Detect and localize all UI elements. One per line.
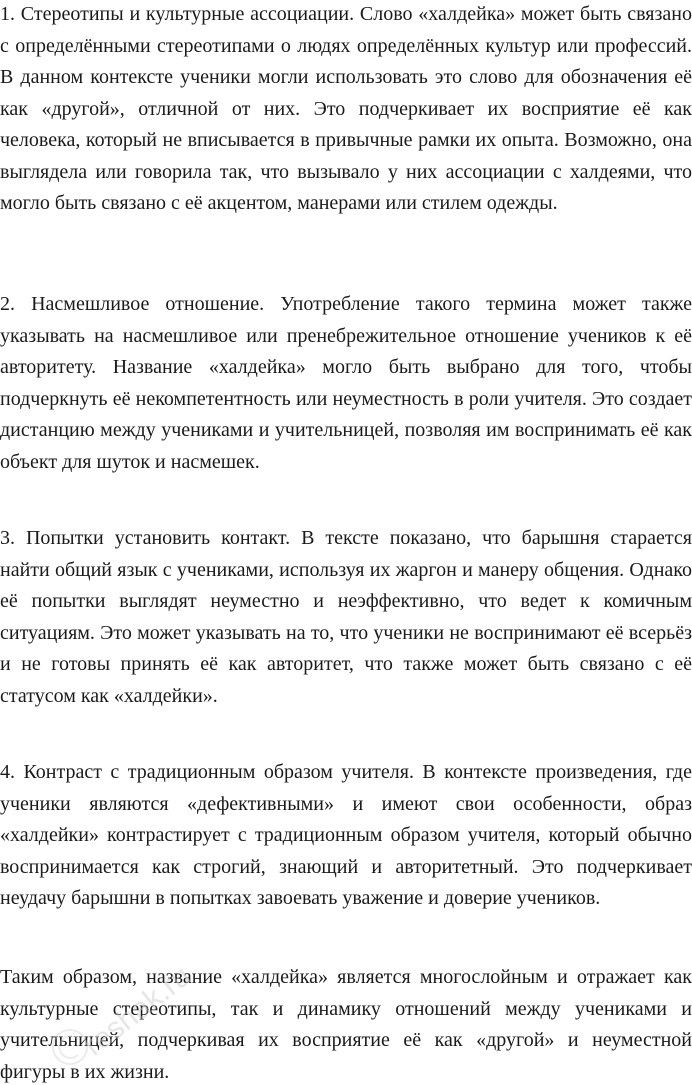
watermark-text: reshak.ru: [77, 959, 197, 1063]
paragraph-5: Таким образом, название «халдейка» является многослойным и отражает как культурные стереотипы, так и динамику отношений между учениками и учительницей, подчеркивая их восприятие её как «другой» и неуместной фигуры в их жизни.: [0, 966, 692, 1083]
paragraph-2: 2. Насмешливое отношение. Употребление такого термина может также указывать на насмешливое или пренебрежительное отношение учеников к её авторитету. Название «халдейка» могло быть выбрано для того, чтобы подчеркнуть её некомпетентность или неуместность в роли учителя. Это создает дистанцию между учениками и учительницей, позволяя им воспринимать её как объект для шуток и насмешек.: [0, 293, 692, 473]
paragraph-4: 4. Контраст с традиционным образом учителя. В контексте произведения, где ученики являются «дефективными» и имеют свои особенности, образ «халдейки» контрастирует с традиционным образом учителя, который обычно воспринимается как строгий, знающий и авторитетный. Это подчеркивает неудачу барышни в попытках завоевать уважение и доверие учеников.: [0, 761, 692, 909]
paragraph-3: 3. Попытки установить контакт. В тексте показано, что барышня старается найти общий язык с учениками, используя их жаргон и манеру общения. Однако её попытки выглядят неуместно и неэффективно, что ведет к комичным ситуациям. Это может указывать на то, что ученики не воспринимают её всерьёз и не готовы принять её как авторитет, что также может быть связано с её статусом как «халдейки».: [0, 527, 692, 707]
paragraph-1: 1. Стереотипы и культурные ассоциации. Слово «халдейка» может быть связано с определёнными стереотипами о людях определённых культур или профессий. В данном контексте ученики могли использовать это слово для обозначения её как «другой», отличной от них. Это подчеркивает их восприятие её как человека, который не вписывается в привычные рамки их опыта. Возможно, она выглядела или говорила так, что вызывало у них ассоциации с халдеями, что могло быть связано с её акцентом, манерами или стилем одежды.: [0, 3, 692, 214]
